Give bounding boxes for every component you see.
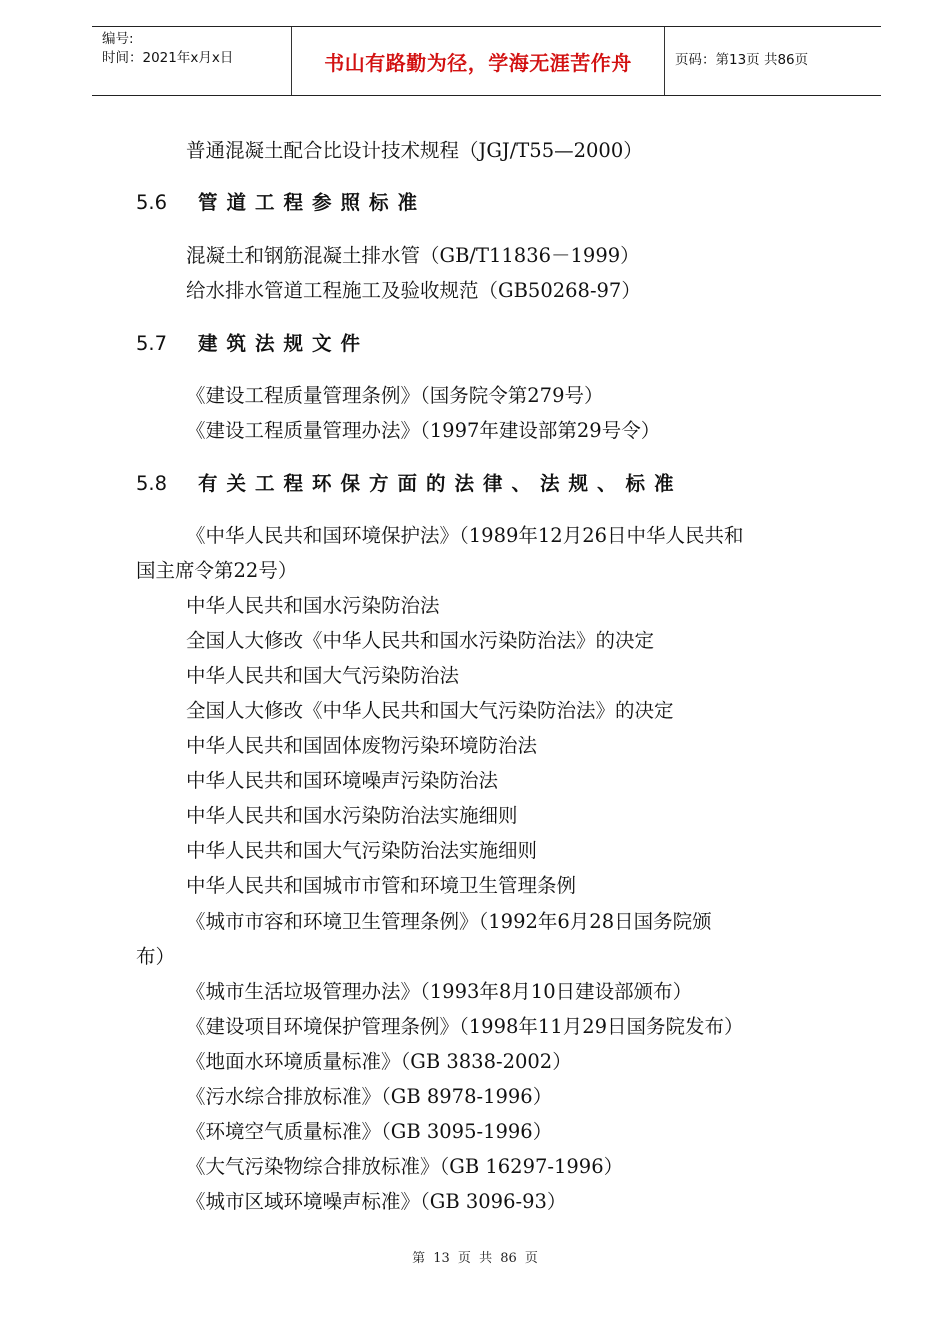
standard-line: 《大气污染物综合排放标准》（GB 16297-1996） xyxy=(186,1155,624,1178)
standard-line: 《环境空气质量标准》（GB 3095-1996） xyxy=(186,1120,553,1143)
standard-line: 给水排水管道工程施工及验收规范（GB50268-97） xyxy=(186,279,641,302)
header-page-info: 页码：第13页 共86页 xyxy=(675,52,809,68)
law-line: 中华人民共和国城市市管和环境卫生管理条例 xyxy=(186,874,577,897)
header-meta-cell xyxy=(92,27,292,95)
law-line: 中华人民共和国水污染防治法实施细则 xyxy=(186,804,518,827)
standard-line: 《污水综合排放标准》（GB 8978-1996） xyxy=(186,1085,553,1108)
standard-line: 普通混凝土配合比设计技术规程（JGJ/T55—2000） xyxy=(186,139,643,162)
law-line: 中华人民共和国环境噪声污染防治法 xyxy=(186,769,499,792)
section-title: 管道工程参照标准 xyxy=(198,191,427,214)
standard-line: 混凝土和钢筋混凝土排水管（GB/T11836－1999） xyxy=(186,244,640,267)
law-line: 中华人民共和国水污染防治法 xyxy=(186,594,440,617)
law-line: 中华人民共和国固体废物污染环境防治法 xyxy=(186,734,538,757)
header-motto: 书山有路勤为径，学海无涯苦作舟 xyxy=(324,51,632,75)
section-heading-5-7 xyxy=(136,328,369,356)
law-line: 中华人民共和国大气污染防治法实施细则 xyxy=(186,839,538,862)
law-line: 《城市生活垃圾管理办法》（1993年8月10日建设部颁布） xyxy=(186,980,693,1003)
section-number: 5.8 xyxy=(136,472,168,495)
section-title: 建筑法规文件 xyxy=(198,332,370,355)
law-line-continuation: 布） xyxy=(136,945,176,968)
section-number: 5.7 xyxy=(136,332,168,355)
law-line: 《中华人民共和国环境保护法》（1989年12月26日中华人民共和 xyxy=(186,524,744,547)
law-line: 中华人民共和国大气污染防治法 xyxy=(186,664,460,687)
section-title: 有关工程环保方面的法律、法规、标准 xyxy=(198,472,683,495)
page-header xyxy=(92,26,881,96)
section-heading-5-8 xyxy=(136,468,683,496)
section-heading-5-6 xyxy=(136,187,426,215)
standard-line: 《城市区域环境噪声标准》（GB 3096-93） xyxy=(186,1190,567,1213)
law-line: 《城市市容和环境卫生管理条例》（1992年6月28日国务院颁 xyxy=(186,910,712,933)
law-line: 《建设项目环境保护管理条例》（1998年11月29日国务院发布） xyxy=(186,1015,744,1038)
header-page-cell xyxy=(665,27,881,95)
header-motto-cell xyxy=(292,27,665,95)
regulation-line: 《建设工程质量管理条例》（国务院令第279号） xyxy=(186,384,604,407)
regulation-line: 《建设工程质量管理办法》（1997年建设部第29号令） xyxy=(186,419,661,442)
standard-line: 《地面水环境质量标准》（GB 3838-2002） xyxy=(186,1050,572,1073)
document-time-label: 时间：2021年x月x日 xyxy=(102,50,234,66)
section-number: 5.6 xyxy=(136,191,168,214)
law-line: 全国人大修改《中华人民共和国水污染防治法》的决定 xyxy=(186,629,655,652)
law-line-continuation: 国主席令第22号） xyxy=(136,559,298,582)
document-number-label: 编号: xyxy=(102,31,134,47)
law-line: 全国人大修改《中华人民共和国大气污染防治法》的决定 xyxy=(186,699,674,722)
page-footer: 第 13 页 共 86 页 xyxy=(412,1251,538,1266)
